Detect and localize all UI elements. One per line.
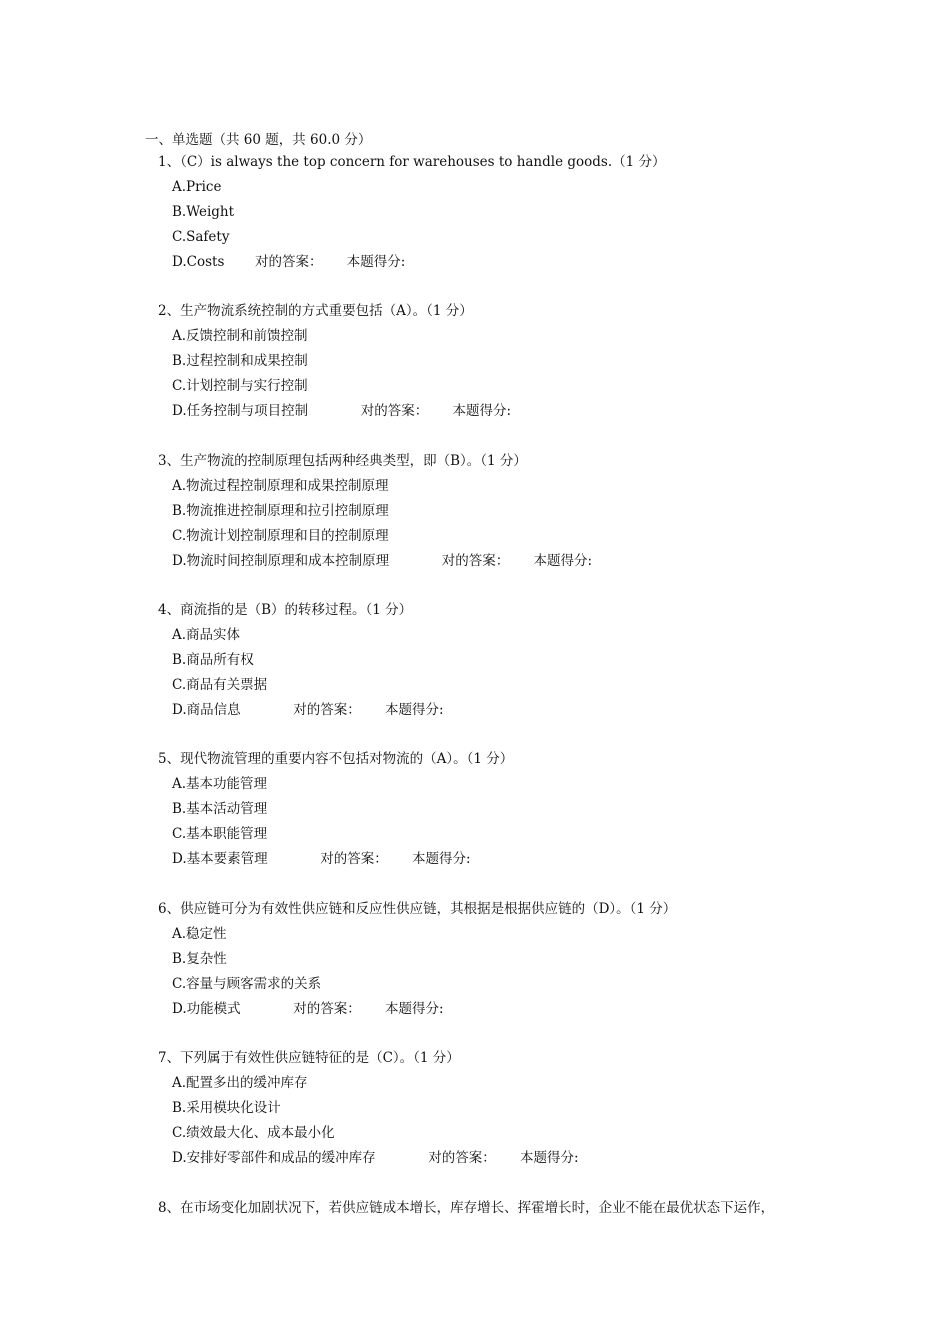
- answer-label: 对的答案：: [320, 851, 388, 867]
- option-c: C.容量与顾客需求的关系: [172, 976, 322, 992]
- option-d: D.Costs: [172, 254, 225, 270]
- option-d: D.商品信息: [172, 702, 241, 718]
- section-title: 一、单选题（共 60 题，共 60.0 分）: [145, 132, 372, 148]
- answer-label: 对的答案：: [428, 1150, 496, 1166]
- option-a: A.配置多出的缓冲库存: [172, 1075, 308, 1091]
- option-c: C.Safety: [172, 229, 230, 245]
- option-a: A.反馈控制和前馈控制: [172, 328, 308, 344]
- option-c: C.物流计划控制原理和目的控制原理: [172, 528, 389, 544]
- question-4: [158, 598, 878, 723]
- score-label: 本题得分:: [385, 1001, 444, 1017]
- option-a: A.Price: [172, 179, 222, 195]
- score-label: 本题得分:: [346, 254, 406, 270]
- question-stem: 2、生产物流系统控制的方式重要包括（A）。（1 分）: [158, 303, 473, 319]
- option-d-row: [158, 997, 878, 1022]
- option-d: D.功能模式: [172, 1001, 241, 1017]
- option-a: A.商品实体: [172, 627, 241, 643]
- question-stem: 7、下列属于有效性供应链特征的是（C）。（1 分）: [158, 1050, 460, 1066]
- question-stem: 4、商流指的是（B）的转移过程。（1 分）: [158, 602, 413, 618]
- question-5: [158, 747, 878, 872]
- question-2: [158, 299, 878, 424]
- question-3: [158, 449, 878, 574]
- score-label: 本题得分:: [385, 702, 444, 718]
- option-d: D.物流时间控制原理和成本控制原理: [172, 553, 390, 569]
- option-b: B.基本活动管理: [172, 801, 268, 817]
- option-d: D.安排好零部件和成品的缓冲库存: [172, 1150, 376, 1166]
- option-d-row: [158, 698, 878, 723]
- option-d: D.任务控制与项目控制: [172, 403, 309, 419]
- option-b: B.复杂性: [172, 951, 227, 967]
- answer-label: 对的答案：: [293, 1001, 361, 1017]
- answer-label: 对的答案：: [441, 553, 510, 569]
- question-1: [158, 150, 878, 275]
- answer-label: 对的答案：: [254, 254, 323, 270]
- option-d-row: [158, 1146, 878, 1171]
- option-d-row: [158, 549, 878, 574]
- option-a: A.基本功能管理: [172, 776, 268, 792]
- question-8: [158, 1196, 878, 1221]
- option-d-row: [158, 250, 878, 275]
- option-a: A.稳定性: [172, 926, 227, 942]
- question-6: [158, 897, 878, 1022]
- option-b: B.物流推进控制原理和拉引控制原理: [172, 503, 389, 519]
- question-7: [158, 1046, 878, 1171]
- option-b: B.采用模块化设计: [172, 1100, 281, 1116]
- question-stem: 1、（C）is always the top concern for warehouses to handle goods.（1 分）: [158, 154, 666, 170]
- option-b: B.商品所有权: [172, 652, 254, 668]
- option-d-row: [158, 399, 878, 424]
- option-a: A.物流过程控制原理和成果控制原理: [172, 478, 389, 494]
- option-b: B.过程控制和成果控制: [172, 353, 308, 369]
- question-stem: 8、在市场变化加剧状况下，若供应链成本增长，库存增长、挥霍增长时，企业不能在最优状态下运作，: [158, 1200, 775, 1216]
- option-c: C.计划控制与实行控制: [172, 378, 308, 394]
- answer-label: 对的答案：: [293, 702, 361, 718]
- option-b: B.Weight: [172, 204, 235, 220]
- option-c: C.基本职能管理: [172, 826, 268, 842]
- score-label: 本题得分:: [520, 1150, 579, 1166]
- answer-label: 对的答案：: [360, 403, 429, 419]
- question-stem: 6、供应链可分为有效性供应链和反应性供应链，其根据是根据供应链的（D）。（1 分）: [158, 901, 677, 917]
- option-c: C.商品有关票据: [172, 677, 268, 693]
- score-label: 本题得分:: [412, 851, 471, 867]
- question-stem: 5、现代物流管理的重要内容不包括对物流的（A）。（1 分）: [158, 751, 514, 767]
- score-label: 本题得分:: [452, 403, 512, 419]
- option-d-row: [158, 847, 878, 872]
- score-label: 本题得分:: [533, 553, 593, 569]
- option-d: D.基本要素管理: [172, 851, 268, 867]
- option-c: C.绩效最大化、成本最小化: [172, 1125, 335, 1141]
- question-stem: 3、生产物流的控制原理包括两种经典类型，即（B）。（1 分）: [158, 453, 527, 469]
